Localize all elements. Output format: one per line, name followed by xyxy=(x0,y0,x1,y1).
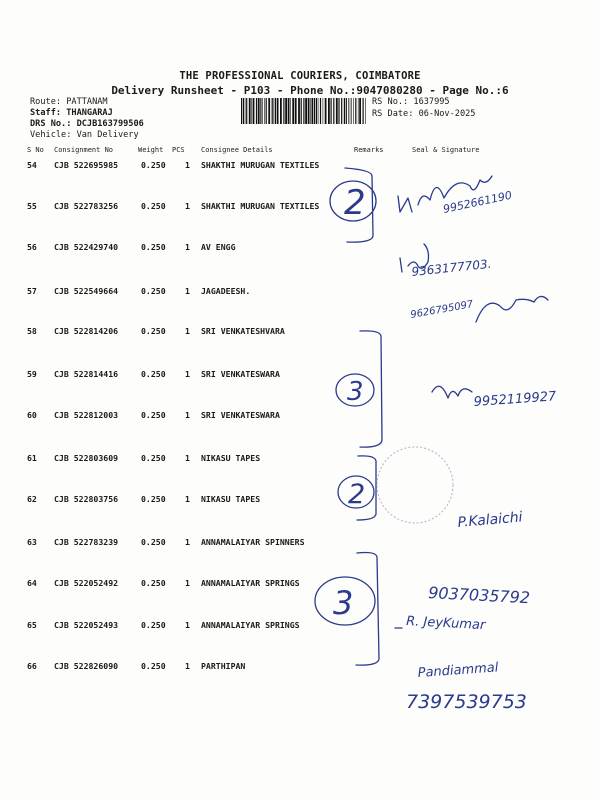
table-row xyxy=(0,242,600,256)
phone-note: 7397539753 xyxy=(406,691,527,713)
runsheet-title: Delivery Runsheet - P103 - Phone No.:9047080280 - Page No.:6 xyxy=(111,84,509,97)
row-consignment: CJB 522826090 xyxy=(54,661,119,671)
row-weight: 0.250 xyxy=(141,369,166,379)
barcode-bar xyxy=(338,98,339,124)
col-header-sno: S No xyxy=(27,146,44,154)
barcode-bar xyxy=(365,98,366,124)
drs-number: DRS No.: DCJB163799506 xyxy=(30,119,144,129)
row-consignee: SRI VENKATESHVARA xyxy=(201,326,285,336)
barcode-bar xyxy=(328,98,330,124)
barcode-bar xyxy=(358,98,359,124)
barcode-bar xyxy=(318,98,319,124)
barcode-bar xyxy=(280,98,282,124)
row-consignment: CJB 522783256 xyxy=(54,201,119,211)
row-weight: 0.250 xyxy=(141,537,166,547)
row-sno: 65 xyxy=(27,620,37,630)
row-weight: 0.250 xyxy=(141,201,166,211)
row-consignee: SRI VENKATESWARA xyxy=(201,369,280,379)
row-weight: 0.250 xyxy=(141,410,166,420)
row-pcs: 1 xyxy=(185,620,190,630)
barcode-bar xyxy=(277,98,279,124)
col-header-seal: Seal & Signature xyxy=(412,146,480,154)
table-row xyxy=(0,537,600,551)
count-mark: 2 xyxy=(348,479,366,510)
barcode-bar xyxy=(344,98,345,124)
table-row xyxy=(0,453,600,467)
vehicle-label: Vehicle: Van Delivery xyxy=(30,130,139,140)
col-header-weight: Weight xyxy=(138,146,164,154)
row-consignee: PARTHIPAN xyxy=(201,661,246,671)
table-row xyxy=(0,160,600,174)
row-weight: 0.250 xyxy=(141,620,166,630)
row-sno: 61 xyxy=(27,453,37,463)
row-consignment: CJB 522549664 xyxy=(54,286,119,296)
row-consignment: CJB 522814416 xyxy=(54,369,119,379)
table-row xyxy=(0,326,600,340)
barcode-bar xyxy=(292,98,294,124)
col-header-consignee: Consignee Details xyxy=(201,146,273,154)
barcode-bar xyxy=(251,98,252,124)
row-weight: 0.250 xyxy=(141,494,166,504)
table-row xyxy=(0,201,600,215)
table-row xyxy=(0,494,600,508)
barcode-bar xyxy=(258,98,260,124)
row-consignee: SHAKTHI MURUGAN TEXTILES xyxy=(201,160,320,170)
barcode-bar xyxy=(243,98,244,124)
row-consignment: CJB 522783239 xyxy=(54,537,119,547)
receiver-name: Pandiammal xyxy=(417,660,499,681)
row-consignee: NIKASU TAPES xyxy=(201,494,261,504)
barcode-bar xyxy=(359,98,361,124)
barcode-bar xyxy=(308,98,310,124)
barcode-bar xyxy=(245,98,246,124)
barcode-bar xyxy=(331,98,332,124)
barcode-bar xyxy=(262,98,263,124)
row-pcs: 1 xyxy=(185,326,190,336)
row-weight: 0.250 xyxy=(141,160,166,170)
bracket-mark xyxy=(356,553,379,666)
row-consignment: CJB 522429740 xyxy=(54,242,119,252)
barcode-bar xyxy=(272,98,273,124)
row-consignment: CJB 522814206 xyxy=(54,326,119,336)
bracket-mark xyxy=(360,331,382,447)
barcode-bar xyxy=(256,98,257,124)
barcode-bar xyxy=(275,98,276,124)
barcode-bar xyxy=(295,98,297,124)
barcode-bar xyxy=(298,98,300,124)
row-sno: 58 xyxy=(27,326,37,336)
row-pcs: 1 xyxy=(185,494,190,504)
runsheet-meta-right xyxy=(372,97,475,120)
row-pcs: 1 xyxy=(185,661,190,671)
table-row xyxy=(0,661,600,675)
row-sno: 56 xyxy=(27,242,37,252)
barcode-bar xyxy=(290,98,291,124)
barcode-bar xyxy=(249,98,251,124)
barcode-bar xyxy=(325,98,327,124)
barcode-bar xyxy=(353,98,354,124)
row-pcs: 1 xyxy=(185,160,190,170)
barcode-bar xyxy=(241,98,242,124)
staff-label: Staff: THANGARAJ xyxy=(30,108,113,118)
barcode-bar xyxy=(341,98,342,124)
row-consignment: CJB 522803756 xyxy=(54,494,119,504)
barcode-bar xyxy=(285,98,287,124)
row-consignment: CJB 522812003 xyxy=(54,410,119,420)
barcode-bar xyxy=(351,98,352,124)
barcode-bar xyxy=(283,98,284,124)
barcode-bar xyxy=(246,98,247,124)
barcode-bar xyxy=(253,98,255,124)
table-row xyxy=(0,410,600,424)
barcode-bar xyxy=(320,98,321,124)
receiver-name: P.Kalaichi xyxy=(456,509,524,531)
signature-scribble xyxy=(476,296,548,322)
barcode-bar xyxy=(346,98,347,124)
barcode-bar xyxy=(333,98,334,124)
route-label: Route: PATTANAM xyxy=(30,97,108,107)
barcode-bar xyxy=(316,98,317,124)
barcode-bar xyxy=(274,98,275,124)
row-consignee: ANNAMALAIYAR SPINNERS xyxy=(201,537,305,547)
row-consignment: CJB 522052492 xyxy=(54,578,119,588)
barcode-bar xyxy=(305,98,307,124)
barcode-bar xyxy=(336,98,338,124)
row-sno: 63 xyxy=(27,537,37,547)
phone-note: 9952119927 xyxy=(473,389,557,410)
row-weight: 0.250 xyxy=(141,453,166,463)
barcode-bar xyxy=(303,98,304,124)
row-weight: 0.250 xyxy=(141,242,166,252)
barcode-bar xyxy=(350,98,351,124)
barcode-bar xyxy=(323,98,324,124)
phone-note: 9037035792 xyxy=(427,583,531,608)
barcode-bar xyxy=(355,98,356,124)
row-pcs: 1 xyxy=(185,537,190,547)
row-consignee: SHAKTHI MURUGAN TEXTILES xyxy=(201,201,320,211)
barcode-bar xyxy=(268,98,270,124)
row-sno: 62 xyxy=(27,494,37,504)
barcode-bar xyxy=(363,98,364,124)
barcode-bar xyxy=(266,98,267,124)
row-pcs: 1 xyxy=(185,369,190,379)
row-sno: 64 xyxy=(27,578,37,588)
row-consignee: ANNAMALAIYAR SPRINGS xyxy=(201,620,300,630)
phone-note: 9952661190 xyxy=(441,188,514,216)
row-pcs: 1 xyxy=(185,286,190,296)
runsheet-meta-left xyxy=(30,97,144,141)
col-header-remarks: Remarks xyxy=(354,146,384,154)
row-pcs: 1 xyxy=(185,410,190,420)
phone-note: 9626795097 xyxy=(409,299,475,321)
rs-date: RS Date: 06-Nov-2025 xyxy=(372,108,476,119)
barcode-bar xyxy=(301,98,302,124)
table-row xyxy=(0,369,600,383)
col-header-consignment: Consignment No xyxy=(54,146,114,154)
table-row xyxy=(0,620,600,634)
row-pcs: 1 xyxy=(185,201,190,211)
barcode-bar xyxy=(310,98,311,124)
row-sno: 55 xyxy=(27,201,37,211)
row-consignee: SRI VENKATESWARA xyxy=(201,410,280,420)
barcode-bar xyxy=(260,98,261,124)
row-weight: 0.250 xyxy=(141,286,166,296)
row-pcs: 1 xyxy=(185,578,190,588)
row-sno: 60 xyxy=(27,410,37,420)
row-sno: 66 xyxy=(27,661,37,671)
row-pcs: 1 xyxy=(185,242,190,252)
row-pcs: 1 xyxy=(185,453,190,463)
row-consignee: JAGADEESH. xyxy=(201,286,251,296)
barcode-bar xyxy=(264,98,265,124)
rs-number: RS No.: 1637995 xyxy=(372,97,450,107)
barcode-bar xyxy=(288,98,290,124)
row-consignment: CJB 522052493 xyxy=(54,620,119,630)
barcode-bar xyxy=(312,98,314,124)
row-consignment: CJB 522803609 xyxy=(54,453,119,463)
table-row xyxy=(0,286,600,300)
count-mark: 2 xyxy=(344,183,366,223)
row-sno: 54 xyxy=(27,160,37,170)
company-name: THE PROFESSIONAL COURIERS, COIMBATORE xyxy=(179,70,421,82)
col-header-pcs: PCS xyxy=(172,146,185,154)
signature-scribble xyxy=(432,386,472,398)
row-consignee: NIKASU TAPES xyxy=(201,453,261,463)
row-weight: 0.250 xyxy=(141,661,166,671)
receiver-name: R. JeyKumar xyxy=(405,614,486,634)
row-consignee: ANNAMALAIYAR SPRINGS xyxy=(201,578,300,588)
table-row xyxy=(0,578,600,592)
barcode xyxy=(240,98,368,124)
barcode-bar xyxy=(314,98,315,124)
row-consignment: CJB 522695985 xyxy=(54,160,119,170)
row-sno: 57 xyxy=(27,286,37,296)
phone-note: 9363177703. xyxy=(410,256,493,279)
row-consignee: AV ENGG xyxy=(201,242,236,252)
row-weight: 0.250 xyxy=(141,326,166,336)
count-mark: 3 xyxy=(333,584,354,622)
row-sno: 59 xyxy=(27,369,37,379)
barcode-bar xyxy=(348,98,349,124)
count-mark: 3 xyxy=(347,377,364,407)
row-weight: 0.250 xyxy=(141,578,166,588)
